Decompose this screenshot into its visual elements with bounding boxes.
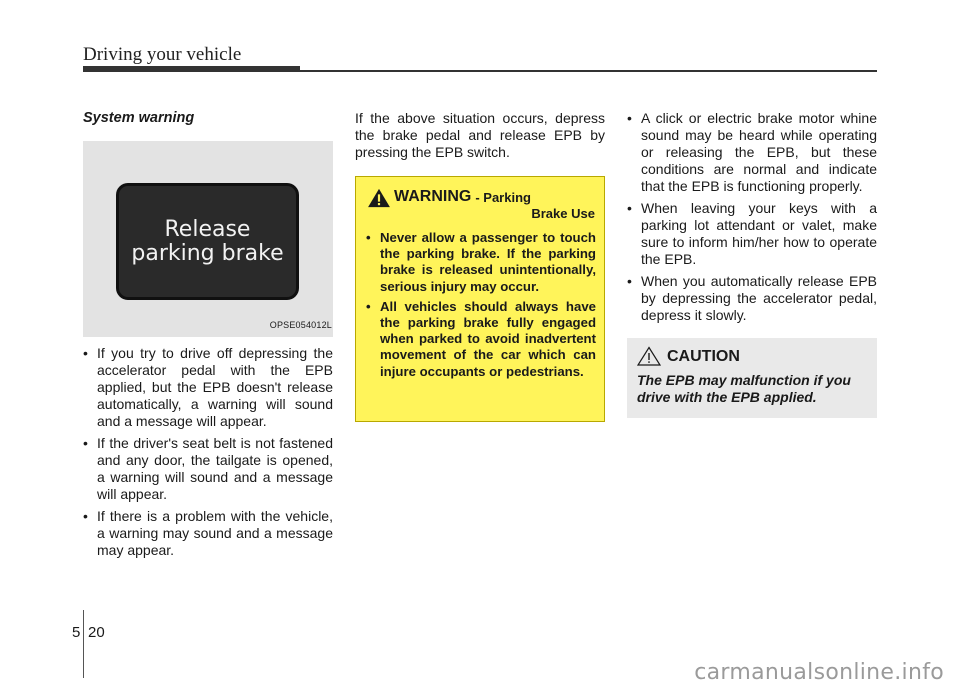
header-rule-thin — [300, 70, 877, 72]
right-bullet-list — [627, 110, 877, 324]
caution-box — [627, 338, 877, 418]
caution-text: The EPB may malfunction if you drive with the EPB applied. — [637, 372, 851, 405]
page-header-title: Driving your vehicle — [83, 44, 242, 65]
section-number: 5 — [72, 624, 81, 641]
watermark: carmanualsonline.info — [694, 660, 944, 685]
list-item: • If the driver's seat belt is not fastened and any door, the tailgate is opened, a warning will sound and a message will appear. — [83, 435, 333, 503]
footer-divider — [83, 610, 84, 678]
warning-header — [366, 187, 596, 222]
cluster-screen — [116, 183, 299, 300]
section-heading: System warning — [83, 110, 195, 126]
list-item: • If there is a problem with the vehicle, a warning may sound and a message may appear. — [83, 508, 333, 559]
list-item: • If you try to drive off depressing the accelerator pedal with the EPB applied, but the EPB doesn't release automatically, a warning will sound and a message will appear. — [83, 345, 333, 430]
warning-subtitle-line2: Brake Use — [531, 206, 595, 221]
warning-bullet-list — [366, 230, 596, 380]
caution-header — [637, 346, 869, 366]
caution-triangle-icon — [637, 346, 661, 366]
screen-message: Release parking brake — [131, 216, 284, 266]
warning-label: WARNING — [394, 188, 472, 205]
caution-label: CAUTION — [667, 347, 740, 365]
list-item: • All vehicles should always have the parking brake fully engaged when parked to avoid inadvertent movement of the car which can injure occupants or pedestrians. — [366, 299, 596, 380]
middle-column — [355, 110, 605, 422]
right-column — [627, 110, 877, 418]
figure-code: OPSE054012L — [269, 320, 332, 330]
warning-subtitle-line1: - Parking — [475, 190, 531, 205]
header-rule-thick — [83, 66, 300, 72]
list-item: • When leaving your keys with a parking lot attendant or valet, make sure to inform him/her how to operate the EPB. — [627, 200, 877, 268]
warning-triangle-icon — [366, 188, 392, 208]
left-bullet-list — [83, 345, 333, 559]
figure-cluster-display — [83, 141, 333, 337]
intro-paragraph: If the above situation occurs, depress the brake pedal and release EPB by pressing the EPB switch. — [355, 110, 605, 160]
list-item: • When you automatically release EPB by depressing the accelerator pedal, depress it slowly. — [627, 273, 877, 324]
list-item: • A click or electric brake motor whine sound may be heard while operating or releasing the EPB, but these conditions are normal and indicate that the EPB is functioning properly. — [627, 110, 877, 195]
page-number: 20 — [88, 624, 105, 641]
warning-box — [355, 176, 605, 422]
warning-subtitle — [475, 190, 595, 222]
list-item: • Never allow a passenger to touch the parking brake. If the parking brake is released unintentionally, serious injury may occur. — [366, 230, 596, 295]
left-column — [83, 110, 333, 564]
